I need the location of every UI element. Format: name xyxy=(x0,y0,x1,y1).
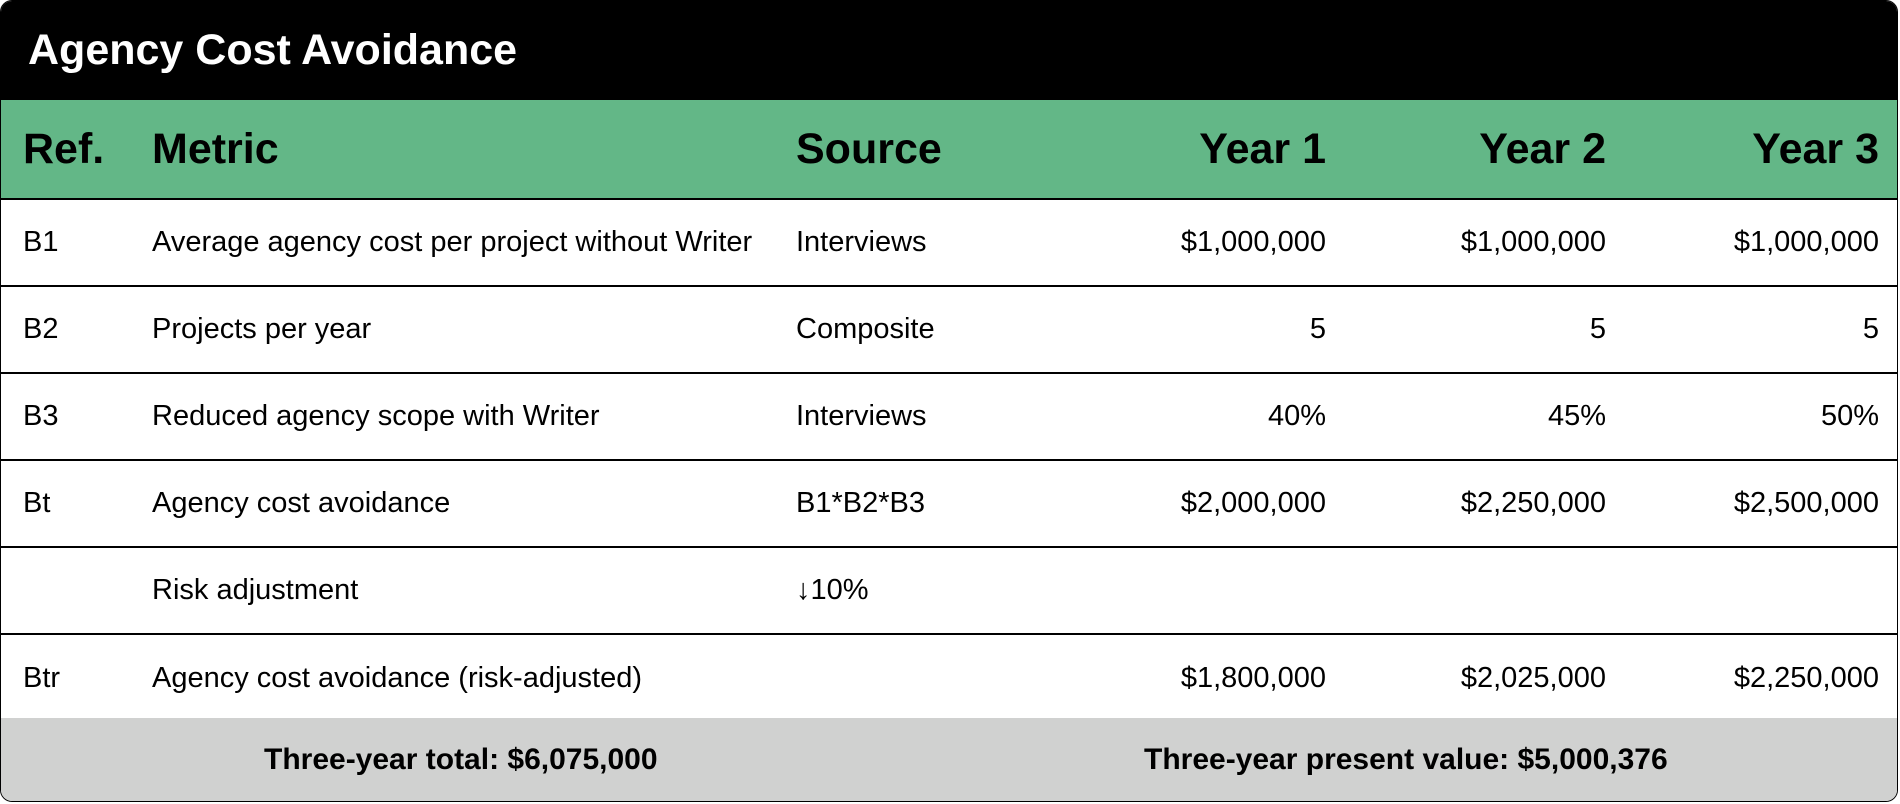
column-header-year-3: Year 3 xyxy=(1626,100,1898,199)
cell-source: ↓10% xyxy=(776,547,1066,634)
cell-year-1: 5 xyxy=(1066,286,1346,373)
cell-source: Composite xyxy=(776,286,1066,373)
cell-metric: Risk adjustment xyxy=(131,547,776,634)
column-header-metric: Metric xyxy=(131,100,776,199)
cell-year-3: $1,000,000 xyxy=(1626,199,1898,286)
three-year-total: Three-year total: $6,075,000 xyxy=(264,742,658,776)
cell-metric: Reduced agency scope with Writer xyxy=(131,373,776,460)
cell-metric: Agency cost avoidance (risk-adjusted) xyxy=(152,661,643,694)
cell-metric: Projects per year xyxy=(131,286,776,373)
table-row xyxy=(1,547,1898,634)
cell-source xyxy=(776,634,1066,721)
cell-year-2: 5 xyxy=(1346,286,1626,373)
cell-year-3: 50% xyxy=(1626,373,1898,460)
table-row xyxy=(1,286,1898,373)
cell-ref: B1 xyxy=(1,199,131,286)
cell-metric: Agency cost avoidance xyxy=(131,460,776,547)
cell-year-3 xyxy=(1626,547,1898,634)
column-header-year-2: Year 2 xyxy=(1346,100,1626,199)
cell-year-1: 40% xyxy=(1066,373,1346,460)
three-year-present-value: Three-year present value: $5,000,376 xyxy=(1144,742,1668,776)
cell-year-3: $2,500,000 xyxy=(1626,460,1898,547)
cell-year-3: $2,250,000 xyxy=(1733,661,1879,694)
cell-ref: Btr xyxy=(23,661,61,694)
cell-metric: Average agency cost per project without Writer xyxy=(131,199,776,286)
cell-ref xyxy=(1,547,131,634)
cell-year-1: $1,000,000 xyxy=(1066,199,1346,286)
cell-year-2: $2,025,000 xyxy=(1460,661,1606,694)
table-row xyxy=(1,460,1898,547)
cell-year-2 xyxy=(1346,547,1626,634)
cell-source: Interviews xyxy=(776,199,1066,286)
cost-table xyxy=(1,100,1898,721)
cell-year-2: 45% xyxy=(1346,373,1626,460)
cell-ref: B3 xyxy=(1,373,131,460)
cell-year-1 xyxy=(1066,547,1346,634)
column-header-ref: Ref. xyxy=(1,100,131,199)
summary-footer xyxy=(1,718,1897,801)
cell-ref: Bt xyxy=(1,460,131,547)
table-row xyxy=(1,373,1898,460)
column-header-source: Source xyxy=(776,100,1066,199)
cell-year-2: $1,000,000 xyxy=(1346,199,1626,286)
cell-year-2: $2,250,000 xyxy=(1346,460,1626,547)
cell-year-3: 5 xyxy=(1626,286,1898,373)
cell-year-1: $1,800,000 xyxy=(1180,661,1326,694)
table-title: Agency Cost Avoidance xyxy=(28,26,518,74)
cell-source: Interviews xyxy=(776,373,1066,460)
cell-ref: B2 xyxy=(1,286,131,373)
table-title-bar xyxy=(1,1,1897,100)
column-header-year-1: Year 1 xyxy=(1066,100,1346,199)
table-row xyxy=(1,199,1898,286)
cell-source: B1*B2*B3 xyxy=(776,460,1066,547)
table-row xyxy=(1,634,1898,721)
header-row xyxy=(1,100,1898,199)
cell-year-1: $2,000,000 xyxy=(1066,460,1346,547)
